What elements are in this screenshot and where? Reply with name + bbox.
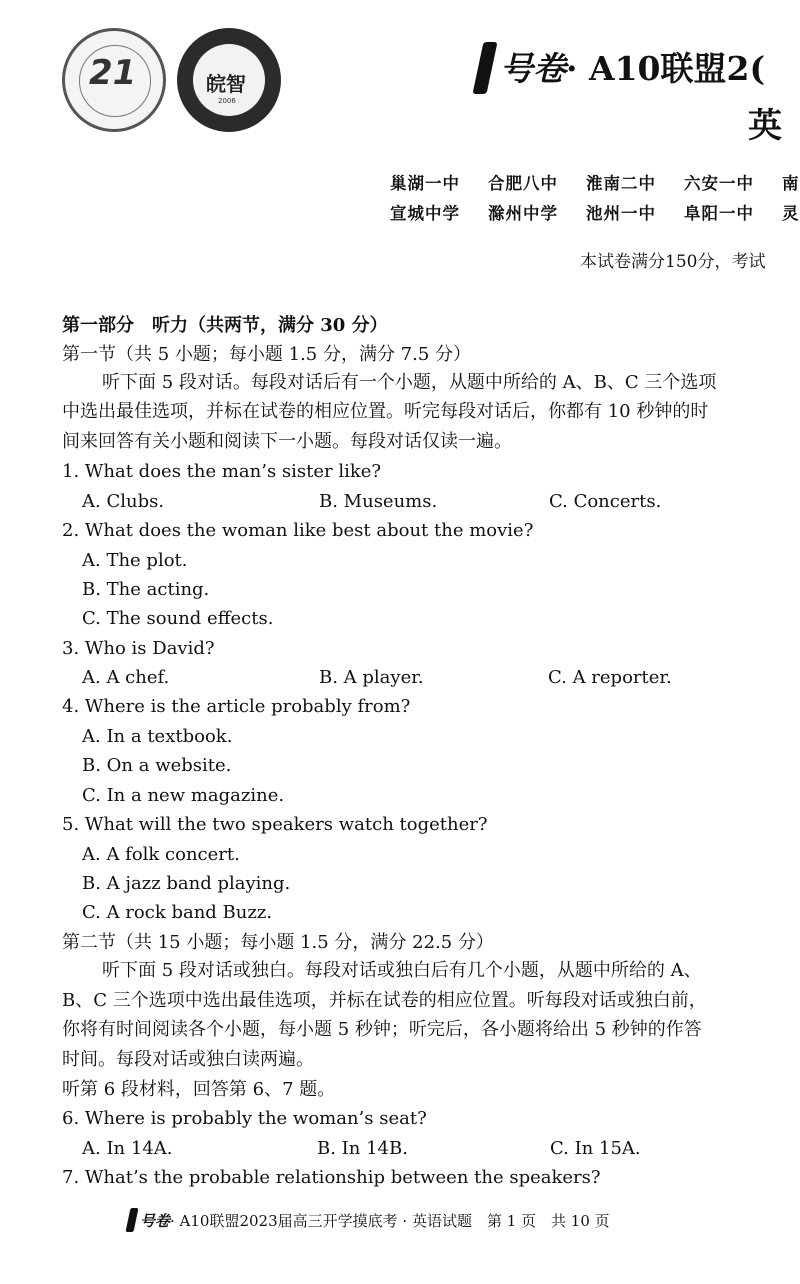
text-line: A. In 14A.: [82, 1138, 173, 1159]
text-line: B、C 三个选项中选出最佳选项，并标在试卷的相应位置。听每段对话或独白前，: [62, 990, 707, 1011]
text-line: 间来回答有关小题和阅读下一小题。每段对话仅读一遍。: [62, 431, 512, 452]
text-line: 时间。每段对话或独白读两遍。: [62, 1049, 314, 1070]
text-line: 你将有时间阅读各个小题，每小题 5 秒钟；听完后，各小题将给出 5 秒钟的作答: [62, 1019, 702, 1040]
alliance-logo-mark: 21: [89, 53, 137, 93]
text-line: 2. What does the woman like best about the movie?: [62, 520, 534, 541]
text-line: C. Concerts.: [549, 491, 662, 512]
wanzhi-education-logo: [177, 28, 281, 132]
school-name: 六安一中: [684, 174, 754, 193]
text-line: 1. What does the man’s sister like?: [62, 461, 382, 482]
footer-text: · A10联盟2023届高三开学摸底考 · 英语试题 第 1 页 共 10 页: [170, 1212, 610, 1230]
school-name: 南: [782, 174, 800, 193]
brand-text: · A10联盟2(: [566, 49, 766, 88]
text-line: 第二节（共 15 小题；每小题 1.5 分，满分 22.5 分）: [62, 932, 494, 953]
text-line: 7. What’s the probable relationship between the speakers?: [62, 1167, 601, 1188]
text-line: 5. What will the two speakers watch together?: [62, 814, 488, 835]
brush-stroke-icon: [125, 1208, 138, 1232]
text-line: B. A player.: [319, 667, 424, 688]
school-name: 合肥八中: [488, 174, 558, 193]
brush-stroke-icon: [472, 42, 497, 94]
text-line: 3. Who is David?: [62, 638, 215, 659]
text-line: A. In a textbook.: [82, 726, 233, 747]
text-line: B. The acting.: [82, 579, 210, 600]
alliance-logo: [62, 28, 166, 132]
text-line: B. Museums.: [319, 491, 438, 512]
page-footer: [128, 1208, 610, 1232]
school-name: 宣城中学: [390, 204, 460, 223]
text-line: 听下面 5 段对话。每段对话后有一个小题，从题中所给的 A、B、C 三个选项: [102, 372, 717, 393]
text-line: 第一部分 听力（共两节，满分 30 分）: [62, 315, 388, 336]
footer-script: 号卷: [140, 1212, 171, 1230]
text-line: 听第 6 段材料，回答第 6、7 题。: [62, 1079, 336, 1100]
text-line: B. On a website.: [82, 755, 232, 776]
text-line: C. In a new magazine.: [82, 785, 285, 806]
text-line: 中选出最佳选项，并标在试卷的相应位置。听完每段对话后，你都有 10 秒钟的时: [62, 401, 709, 422]
wanzhi-logo-year: 2006: [218, 97, 236, 105]
text-line: 6. Where is probably the woman’s seat?: [62, 1108, 427, 1129]
text-line: A. The plot.: [82, 550, 188, 571]
text-line: A. Clubs.: [82, 491, 165, 512]
text-line: C. The sound effects.: [82, 608, 274, 629]
school-name: 淮南二中: [586, 174, 656, 193]
text-line: C. A reporter.: [548, 667, 672, 688]
school-name: 阜阳一中: [684, 204, 754, 223]
wanzhi-logo-mark: 皖智: [206, 72, 246, 96]
exam-brand-title: [478, 42, 765, 94]
school-name: 池州一中: [586, 204, 656, 223]
text-line: C. In 15A.: [550, 1138, 641, 1159]
text-line: 4. Where is the article probably from?: [62, 696, 411, 717]
text-line: A. A folk concert.: [82, 844, 240, 865]
brand-script: 号卷: [500, 49, 566, 88]
exam-note: 本试卷满分150分，考试: [580, 252, 766, 272]
text-line: 听下面 5 段对话或独白。每段对话或独白后有几个小题，从题中所给的 A、: [102, 960, 702, 981]
text-line: 第一节（共 5 小题；每小题 1.5 分，满分 7.5 分）: [62, 344, 472, 365]
text-line: C. A rock band Buzz.: [82, 902, 273, 923]
school-name: 灵: [782, 204, 800, 223]
subject-title: 英: [748, 106, 782, 146]
text-line: B. In 14B.: [317, 1138, 408, 1159]
text-line: A. A chef.: [82, 667, 170, 688]
school-name: 巢湖一中: [390, 174, 460, 193]
school-name: 滁州中学: [488, 204, 558, 223]
text-line: B. A jazz band playing.: [82, 873, 291, 894]
